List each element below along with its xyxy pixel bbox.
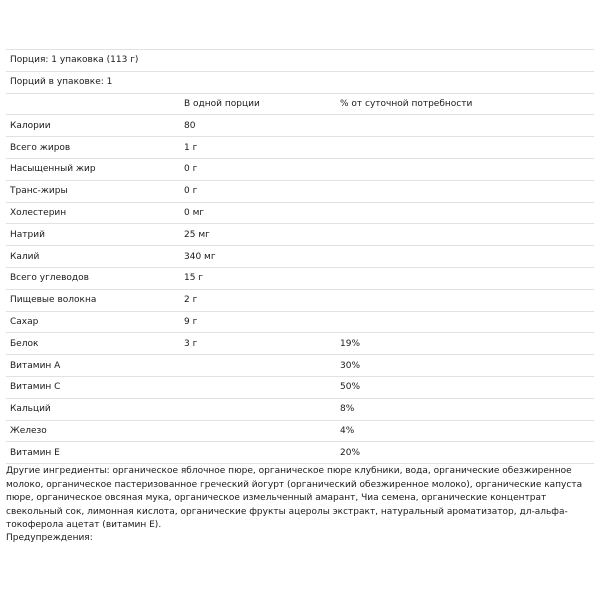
nutrient-name: Холестерин [10, 207, 67, 218]
nutrient-row [6, 420, 594, 442]
nutrient-name: Всего углеводов [10, 273, 89, 284]
other-ingredients-text: органическое яблочное пюре, органическое пюре клубники, вода, органические обезжиренное молоко, органическое пастеризованное греческий йогурт (органический обезжиренное молоко), органические капуста пюре, органическое овсяная мука, органическое измельченный амарант, Чиа семена, органические концентрат свекольный сок, лимонная кислота, органические фрукты ацеролы экстракт, натуральный ароматизатор, дл-альфа-токоферола ацетат (витамин Е). [6, 466, 583, 530]
nutrient-name: Транс-жиры [10, 186, 68, 197]
nutrient-daily-value: 8% [340, 404, 355, 415]
nutrient-amount: 15 г [184, 273, 204, 284]
other-ingredients [6, 465, 594, 533]
nutrient-name: Калий [10, 251, 40, 262]
nutrient-row [6, 441, 594, 463]
nutrient-name: Насыщенный жир [10, 164, 96, 175]
nutrient-row [6, 267, 594, 289]
nutrient-row [6, 114, 594, 136]
nutrient-amount: 25 мг [184, 229, 210, 240]
nutrient-row [6, 245, 594, 267]
nutrient-row [6, 202, 594, 224]
serving-size-row [6, 49, 594, 71]
nutrient-name: Всего жиров [10, 142, 71, 153]
nutrient-name: Кальций [10, 404, 51, 415]
column-header-row [6, 93, 594, 115]
nutrient-amount: 1 г [184, 142, 198, 153]
nutrient-row [6, 398, 594, 420]
nutrient-daily-value: 19% [340, 338, 361, 349]
nutrient-row [6, 223, 594, 245]
nutrient-daily-value: 30% [340, 360, 361, 371]
servings-per-package-row [6, 71, 594, 93]
nutrient-amount: 0 мг [184, 207, 205, 218]
nutrient-name: Сахар [10, 316, 39, 327]
serving-size: Порция: 1 упаковка (113 г) [10, 55, 139, 66]
nutrient-amount: 2 г [184, 295, 198, 306]
nutrient-name: Белок [10, 338, 39, 349]
per-serving-header: В одной порции [184, 98, 260, 109]
nutrient-daily-value: 20% [340, 447, 361, 458]
nutrient-row [6, 311, 594, 333]
nutrient-row [6, 158, 594, 180]
other-ingredients-label: Другие ингредиенты: [6, 466, 110, 476]
table-bottom-divider [6, 463, 594, 464]
nutrient-amount: 3 г [184, 338, 198, 349]
servings-per-package: Порций в упаковке: 1 [10, 77, 113, 88]
nutrient-name: Витамин A [10, 360, 61, 371]
nutrient-row [6, 354, 594, 376]
daily-value-header: % от суточной потребности [340, 98, 473, 109]
nutrient-name: Железо [10, 425, 47, 436]
nutrient-row [6, 332, 594, 354]
nutrient-name: Пищевые волокна [10, 295, 97, 306]
warnings-label: Предупреждения: [6, 533, 93, 543]
nutrient-name: Натрий [10, 229, 45, 240]
nutrition-table [6, 49, 594, 464]
nutrient-daily-value: 50% [340, 382, 361, 393]
nutrient-amount: 0 г [184, 164, 198, 175]
nutrient-amount: 9 г [184, 316, 198, 327]
nutrient-daily-value: 4% [340, 425, 355, 436]
nutrient-amount: 340 мг [184, 251, 216, 262]
nutrient-row [6, 376, 594, 398]
nutrient-amount: 0 г [184, 186, 198, 197]
nutrient-name: Калории [10, 120, 51, 131]
nutrient-name: Витамин C [10, 382, 61, 393]
nutrient-amount: 80 [184, 120, 196, 131]
nutrient-row [6, 136, 594, 158]
nutrient-name: Витамин E [10, 447, 60, 458]
nutrient-row [6, 180, 594, 202]
nutrient-row [6, 289, 594, 311]
